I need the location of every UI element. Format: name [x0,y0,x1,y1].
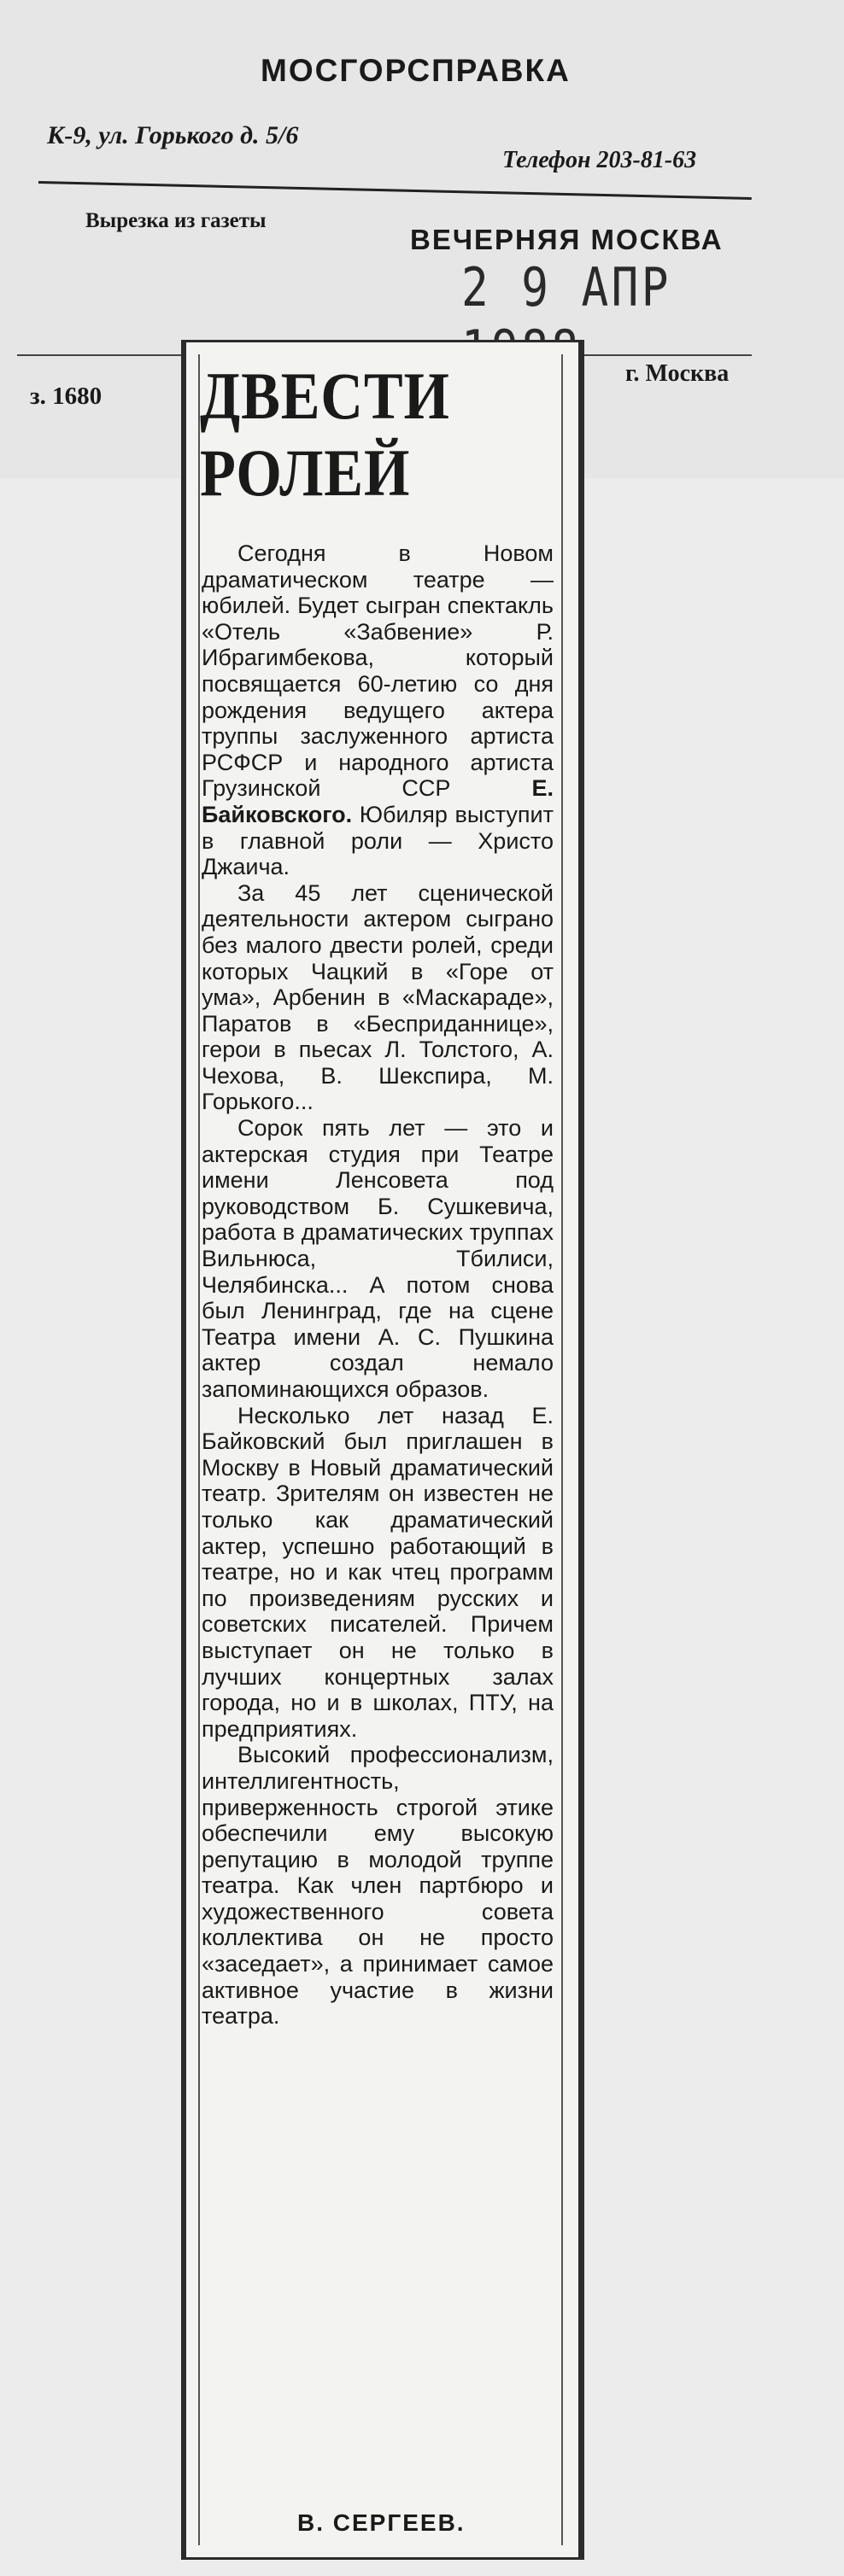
paragraph [202,540,554,880]
divider-line [38,181,752,200]
agency-address: К-9, ул. Горького д. 5/6 [47,121,299,149]
newspaper-name: ВЕЧЕРНЯЯ МОСКВА [410,224,724,255]
city-label: г. Москва [625,360,730,387]
agency-phone: Телефон 203-81-63 [502,147,697,173]
date-stamp: 2 9 АПР [461,256,671,318]
paragraph-text: Юбиляр выступит в главной роли — Христо Джаича. [202,801,554,880]
paragraph-text: Сегодня в Новом драматическом театре — юбилей. Будет сыгран спектакль «Отель «Забвение» Р. Ибрагимбекова, который посвящается 60-летию со дня рождения ведущего актера труппы заслуженного артиста РСФСР и народного артиста Грузинской ССР [202,540,554,802]
issue-number: з. 1680 [30,383,103,410]
headline-line: ДВЕСТИ [200,359,450,433]
article-body [202,540,554,2030]
cut-label: Вырезка из газеты [85,209,267,232]
paragraph: Несколько лет назад Е. Байковский был приглашен в Москву в Новый драматический театр. Зрителям он известен не только как драматический актер, успешно работающий в театре, но и как чтец программ по произведениям русских и советских писателей. Причем выступает он не только в лучших концертных залах города, но и в школах, ПТУ, на предприятиях. [202,1402,554,1742]
article-headline [200,358,450,511]
actor-name: Е. Байковского. [202,775,554,827]
agency-name: МОСГОРСПРАВКА [261,53,571,88]
paragraph: За 45 лет сценической деятельности актером сыграно без малого двести ролей, среди которых Чацкий в «Горе от ума», Арбенин в «Маскараде», Паратов в «Бесприданнице», герои в пьесах Л. Толстого, А. Чехова, В. Шекспира, М. Горького... [202,879,554,1115]
newspaper-clipping [181,340,584,2560]
paragraph: Высокий профессионализм, интеллигентность, приверженность строгой этике обеспечили ему высокую репутацию в молодой труппе театра. Как член партбюро и художественного совета коллектива он не просто «заседает», а принимает самое активное участие в жизни театра. [202,1742,554,2030]
paragraph: Сорок пять лет — это и актерская студия при Театре имени Ленсовета под руководством Б. Сушкевича, работа в драматических труппах Вильнюса, Тбилиси, Челябинска... А потом снова был Ленинград, где на сцене Театра имени А. С. Пушкина актер создал немало запоминающихся образов. [202,1115,554,1402]
headline-line: РОЛЕЙ [200,435,411,510]
article-byline: В. СЕРГЕЕВ. [297,2509,466,2536]
